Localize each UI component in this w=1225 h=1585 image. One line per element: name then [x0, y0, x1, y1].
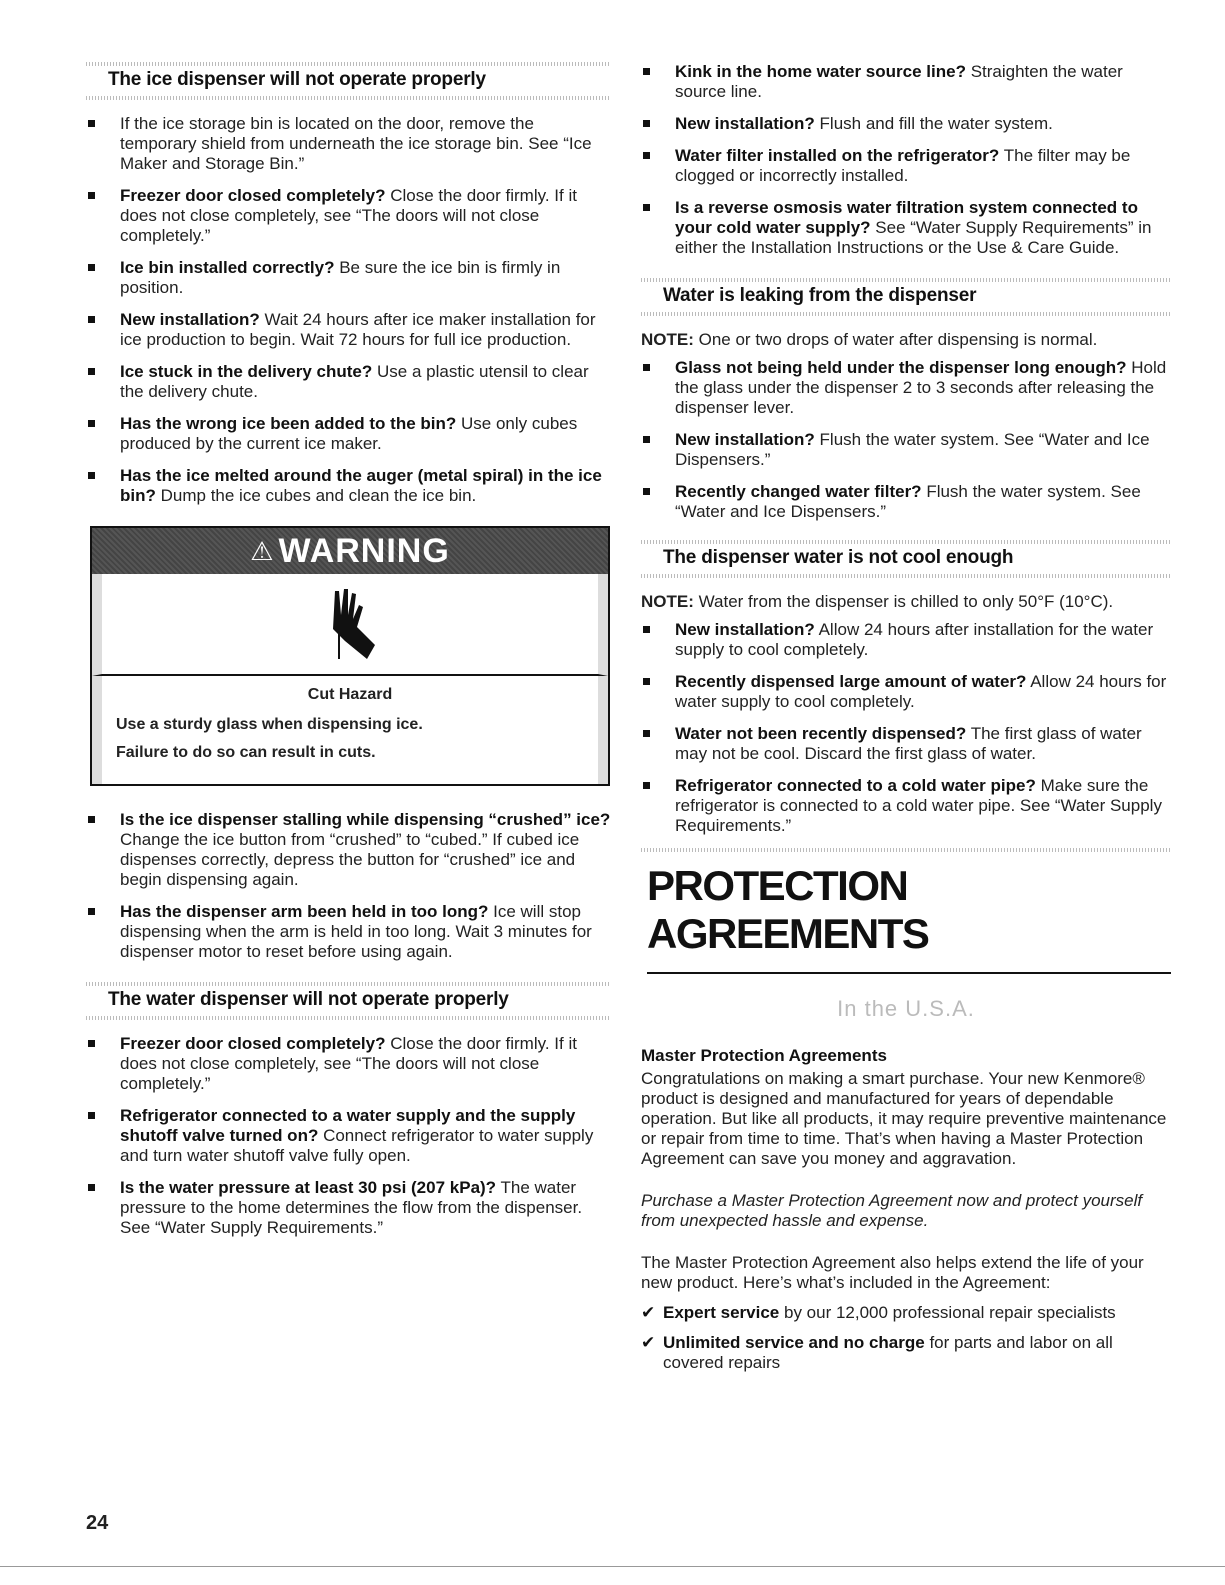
list-item: If the ice storage bin is located on the door, remove the temporary shield from underneath the ice storage bin. See “Ice Maker and Storage Bin.” — [86, 114, 611, 174]
list-item: New installation? Allow 24 hours after installation for the water supply to cool completely. — [641, 620, 1171, 660]
bullet-list — [641, 62, 1171, 258]
cut-hazard-picture — [92, 574, 608, 676]
list-item: New installation? Wait 24 hours after ice maker installation for ice production to begin. Wait 72 hours for full ice production. — [86, 310, 611, 350]
list-item: Has the wrong ice been added to the bin? Use only cubes produced by the current ice maker. — [86, 414, 611, 454]
bullet-list — [86, 114, 611, 506]
section-header — [641, 278, 1171, 316]
check-item: ✔ Unlimited service and no charge for parts and labor on all covered repairs — [641, 1333, 1113, 1372]
warning-box — [90, 526, 610, 786]
list-item: Ice bin installed correctly? Be sure the ice bin is firmly in position. — [86, 258, 611, 298]
warning-banner-text: WARNING — [278, 531, 450, 570]
section-title: The dispenser water is not cool enough — [663, 547, 1014, 568]
checkmark-icon: ✔ — [641, 1303, 656, 1322]
list-item: Has the dispenser arm been held in too long? Ice will stop dispensing when the arm is held in too long. Wait 3 minutes for dispenser motor to reset before using again. — [86, 902, 611, 962]
section-header — [86, 982, 611, 1020]
region-heading: In the U.S.A. — [837, 996, 975, 1021]
bullet-list — [86, 810, 611, 962]
list-item: Ice stuck in the delivery chute? Use a plastic utensil to clear the delivery chute. — [86, 362, 611, 402]
section-title: The ice dispenser will not operate properly — [108, 69, 486, 90]
note: NOTE: Water from the dispenser is chilled to only 50°F (10°C). — [641, 592, 1114, 611]
section-divider — [641, 848, 1171, 852]
list-item: Recently changed water filter? Flush the water system. See “Water and Ice Dispensers.” — [641, 482, 1171, 522]
section-title: The water dispenser will not operate properly — [108, 989, 509, 1010]
checkmark-icon: ✔ — [641, 1333, 656, 1352]
subheading: Master Protection Agreements — [641, 1046, 887, 1065]
list-item: Has the ice melted around the auger (metal spiral) in the ice bin? Dump the ice cubes and clean the ice bin. — [86, 466, 611, 506]
list-item: Is a reverse osmosis water filtration system connected to your cold water supply? See “Water Supply Requirements” in either the Installation Instructions or the Use & Care Guide. — [641, 198, 1171, 258]
section-header — [86, 62, 611, 100]
list-item: Glass not being held under the dispenser long enough? Hold the glass under the dispenser 2 to 3 seconds after releasing the dispenser lever. — [641, 358, 1171, 418]
list-item: Freezer door closed completely? Close the door firmly. If it does not close completely, see “The doors will not close completely.” — [86, 1034, 611, 1094]
right-column — [641, 62, 1171, 1383]
list-item: Refrigerator connected to a water supply and the supply shutoff valve turned on? Connect refrigerator to water supply and turn water shutoff valve fully open. — [86, 1106, 611, 1166]
list-item: Water not been recently dispensed? The first glass of water may not be cool. Discard the first glass of water. — [641, 724, 1171, 764]
list-item: Is the ice dispenser stalling while dispensing “crushed” ice? Change the ice button from “crushed” to “cubed.” If cubed ice dispenses correctly, depress the button for “crushed” ice and begin dispensing again. — [86, 810, 611, 890]
warning-banner — [92, 528, 608, 574]
check-item: ✔ Expert service by our 12,000 professional repair specialists — [641, 1303, 1116, 1322]
warning-text-area — [92, 676, 608, 784]
bullet-list — [86, 1034, 611, 1238]
list-item: New installation? Flush and fill the water system. — [641, 114, 1171, 134]
list-item: New installation? Flush the water system. See “Water and Ice Dispensers.” — [641, 430, 1171, 470]
warning-line-1: Use a sturdy glass when dispensing ice. — [116, 716, 423, 733]
list-item: Freezer door closed completely? Close the door firmly. If it does not close completely, see “The doors will not close completely.” — [86, 186, 611, 246]
check-list — [641, 1303, 1171, 1373]
warning-line-2: Failure to do so can result in cuts. — [116, 744, 376, 761]
list-item: Refrigerator connected to a cold water pipe? Make sure the refrigerator is connected to a cold water pipe. See “Water Supply Requirements.” — [641, 776, 1171, 836]
list-item: Water filter installed on the refrigerator? The filter may be clogged or incorrectly installed. — [641, 146, 1171, 186]
note: NOTE: One or two drops of water after dispensing is normal. — [641, 330, 1098, 349]
list-item: Is the water pressure at least 30 psi (207 kPa)? The water pressure to the home determines the flow from the dispenser. See “Water Supply Requirements.” — [86, 1178, 611, 1238]
paragraph: Congratulations on making a smart purchase. Your new Kenmore® product is designed and manufactured for years of dependable operation. But like all products, it may require preventive maintenance or repair from time to time. That’s when having a Master Protection Agreement can save you money and aggravation. — [641, 1069, 1167, 1168]
cut-hand-icon — [305, 579, 395, 669]
italic-paragraph: Purchase a Master Protection Agreement now and protect yourself from unexpected hassle and expense. — [641, 1191, 1143, 1230]
list-item: Recently dispensed large amount of water? Allow 24 hours for water supply to cool completely. — [641, 672, 1171, 712]
bottom-rule — [0, 1566, 1225, 1567]
section-title: Water is leaking from the dispenser — [663, 285, 977, 306]
warning-triangle-icon: ⚠ — [250, 535, 275, 566]
bullet-list — [641, 620, 1171, 836]
warning-title: Cut Hazard — [307, 686, 393, 703]
paragraph: The Master Protection Agreement also helps extend the life of your new product. Here’s what’s included in the Agreement: — [641, 1253, 1144, 1292]
list-item: Kink in the home water source line? Straighten the water source line. — [641, 62, 1171, 102]
page-number: 24 — [86, 1512, 109, 1534]
protection-title: PROTECTION AGREEMENTS — [647, 862, 1171, 974]
left-column — [86, 62, 611, 1250]
bullet-list — [641, 358, 1171, 522]
section-header — [641, 540, 1171, 578]
